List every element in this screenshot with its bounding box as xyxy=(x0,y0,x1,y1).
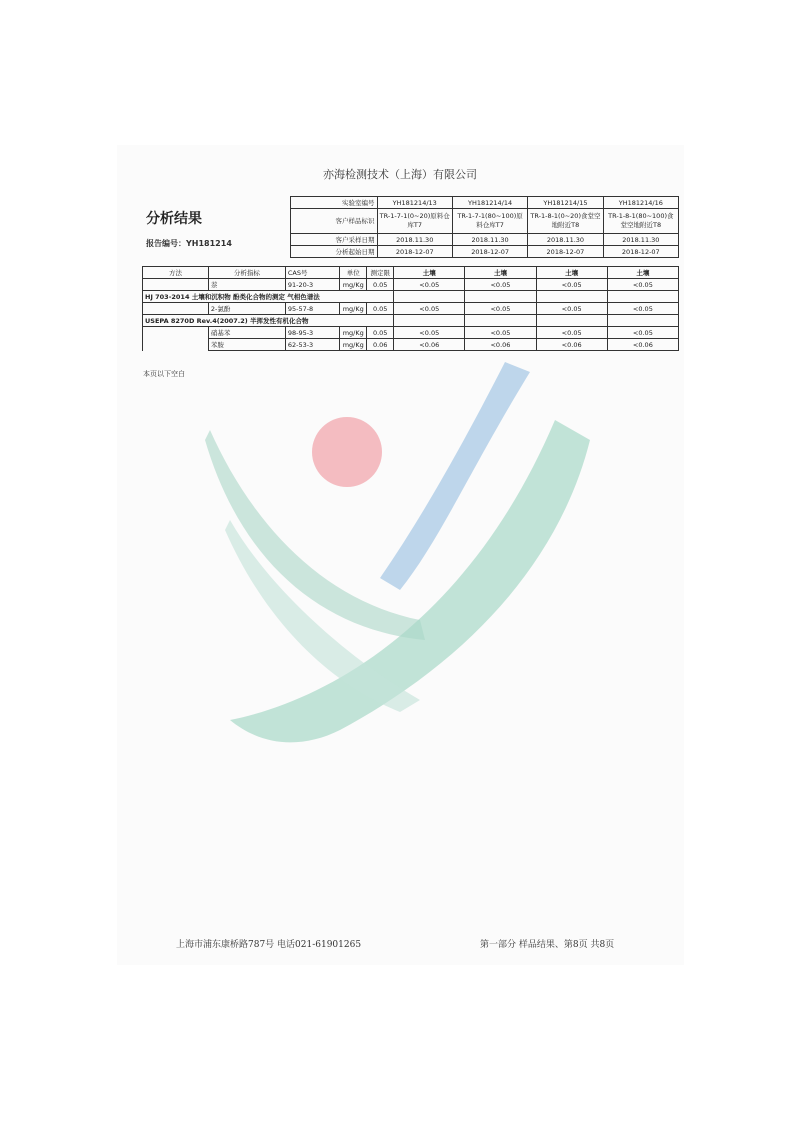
client-sample-row xyxy=(291,209,679,234)
header-matrix: 土壤 xyxy=(607,267,678,279)
client-sample-id: TR-1-7-1(0~20)原料仓库T7 xyxy=(377,209,452,234)
cas-number: 98-95-3 xyxy=(285,327,339,339)
header-method: 方法 xyxy=(143,267,209,279)
method-row xyxy=(143,291,679,303)
header-matrix: 土壤 xyxy=(536,267,607,279)
table-row xyxy=(143,327,679,339)
result: <0.06 xyxy=(465,339,536,351)
result: <0.05 xyxy=(536,279,607,291)
header-unit: 单位 xyxy=(340,267,367,279)
method-row xyxy=(143,315,679,327)
analysis-date: 2018-12-07 xyxy=(377,246,452,258)
cas-number: 95-57-8 xyxy=(285,303,339,315)
result: <0.05 xyxy=(607,303,678,315)
table-row xyxy=(143,339,679,351)
results-table xyxy=(142,266,679,351)
analysis-date-row xyxy=(291,246,679,258)
client-sample-id: TR-1-8-1(80~100)食堂空地附近T8 xyxy=(603,209,678,234)
result: <0.05 xyxy=(536,327,607,339)
lab-id: YH181214/14 xyxy=(452,197,527,209)
header-cas: CAS号 xyxy=(285,267,339,279)
sample-header-table xyxy=(290,196,679,258)
unit: mg/Kg xyxy=(340,279,367,291)
result-cell xyxy=(394,315,465,327)
analyte-name: 2-氯酚 xyxy=(208,303,285,315)
report-number: 报告编号：YH181214 xyxy=(146,239,232,248)
table-row xyxy=(143,303,679,315)
row-label: 客户样品标识 xyxy=(291,209,378,234)
analysis-date: 2018-12-07 xyxy=(603,246,678,258)
method-name: USEPA 8270D Rev.4(2007.2) 半挥发性有机化合物 xyxy=(143,315,394,327)
row-label: 实验室编号 xyxy=(291,197,378,209)
header-matrix: 土壤 xyxy=(465,267,536,279)
result: <0.05 xyxy=(465,279,536,291)
analyte-name: 硝基苯 xyxy=(208,327,285,339)
analysis-date: 2018-12-07 xyxy=(528,246,603,258)
footer-address: 上海市浦东康桥路787号 电话021-61901265 xyxy=(176,940,362,950)
method-cell xyxy=(143,339,209,351)
result-cell xyxy=(536,315,607,327)
cas-number: 62-53-3 xyxy=(285,339,339,351)
result-cell xyxy=(536,291,607,303)
lab-id: YH181214/13 xyxy=(377,197,452,209)
sampling-date: 2018.11.30 xyxy=(603,234,678,246)
row-label: 客户采样日期 xyxy=(291,234,378,246)
sampling-date-row xyxy=(291,234,679,246)
footer-page-info: 第一部分 样品结果、第8页 共8页 xyxy=(480,940,615,950)
header-analyte: 分析指标 xyxy=(208,267,285,279)
analyte-name: 苯胺 xyxy=(208,339,285,351)
method-name: HJ 703-2014 土壤和沉积物 酚类化合物的测定 气相色谱法 xyxy=(143,291,394,303)
result: <0.06 xyxy=(394,339,465,351)
result-cell xyxy=(607,315,678,327)
unit: mg/Kg xyxy=(340,303,367,315)
page-title: 分析结果 xyxy=(146,211,202,227)
method-cell xyxy=(143,327,209,339)
result-cell xyxy=(394,291,465,303)
result: <0.05 xyxy=(465,303,536,315)
lab-id: YH181214/16 xyxy=(603,197,678,209)
result: <0.06 xyxy=(536,339,607,351)
sampling-date: 2018.11.30 xyxy=(452,234,527,246)
detection-limit: 0.06 xyxy=(367,339,394,351)
row-label: 分析起始日期 xyxy=(291,246,378,258)
header-matrix: 土壤 xyxy=(394,267,465,279)
result: <0.05 xyxy=(536,303,607,315)
header-detection-limit: 测定限 xyxy=(367,267,394,279)
company-name: 亦海检测技术（上海）有限公司 xyxy=(323,168,477,181)
method-cell xyxy=(143,279,209,291)
table-row xyxy=(143,279,679,291)
cas-number: 91-20-3 xyxy=(285,279,339,291)
method-cell xyxy=(143,303,209,315)
results-header-row xyxy=(143,267,679,279)
sampling-date: 2018.11.30 xyxy=(528,234,603,246)
result: <0.05 xyxy=(394,279,465,291)
lab-id-row xyxy=(291,197,679,209)
analysis-date: 2018-12-07 xyxy=(452,246,527,258)
client-sample-id: TR-1-7-1(80~100)原料仓库T7 xyxy=(452,209,527,234)
detection-limit: 0.05 xyxy=(367,327,394,339)
result-cell xyxy=(465,291,536,303)
result: <0.05 xyxy=(607,279,678,291)
result: <0.05 xyxy=(607,327,678,339)
detection-limit: 0.05 xyxy=(367,303,394,315)
result-cell xyxy=(607,291,678,303)
result: <0.05 xyxy=(465,327,536,339)
lab-id: YH181214/15 xyxy=(528,197,603,209)
result: <0.06 xyxy=(607,339,678,351)
blank-below-note: 本页以下空白 xyxy=(143,370,185,378)
result-cell xyxy=(465,315,536,327)
detection-limit: 0.05 xyxy=(367,279,394,291)
client-sample-id: TR-1-8-1(0~20)食堂空地附近T8 xyxy=(528,209,603,234)
analyte-name: 萘 xyxy=(208,279,285,291)
sampling-date: 2018.11.30 xyxy=(377,234,452,246)
unit: mg/Kg xyxy=(340,339,367,351)
unit: mg/Kg xyxy=(340,327,367,339)
result: <0.05 xyxy=(394,303,465,315)
result: <0.05 xyxy=(394,327,465,339)
